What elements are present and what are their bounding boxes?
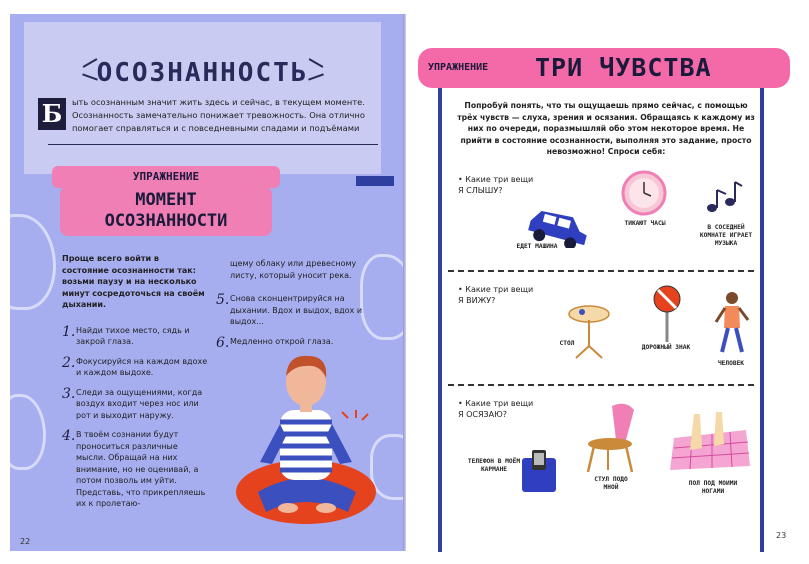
section-divider	[448, 384, 754, 386]
item-label: СТУЛ ПОДО МНОЙ	[594, 476, 628, 491]
question-see	[458, 284, 538, 306]
item-label: ПОЛ ПОД МОИМИ НОГАМИ	[688, 480, 738, 495]
item-label: В СОСЕДНЕЙ КОМНАТЕ ИГРАЕТ МУЗЫКА	[699, 224, 753, 247]
page-number: 22	[20, 537, 31, 546]
intro-text: Попробуй понять, что ты ощущаешь прямо сейчас, с помощью трёх чувств — слуха, зрения и осязания. Обращаясь к каждому из них по очереди, поразмышляй обо этом некоторое время. Не прийти в состояние осознанности, выполняя это задание, просто невозможно! Спроси себя:	[457, 101, 755, 156]
step-text: Снова сконцентрируйся на дыхании. Вдох и выдох, вдох и выдох...	[230, 294, 363, 326]
item-label: СТОЛ	[559, 340, 575, 347]
question-line: • Какие три вещи	[458, 399, 534, 408]
item-label: ЧЕЛОВЕК	[717, 360, 745, 367]
question-line: • Какие три вещи	[458, 175, 534, 184]
frame-border	[438, 86, 442, 552]
lead-text: Проще всего войти в состояние осознанности так: возьми паузу и на несколько минут сосредоточься на своём дыхании.	[62, 254, 205, 309]
step-text: В твоём сознании будут проноситься различные мысли. Обращай на них внимание, но не оценивай, а потом позволь им уйти. Представь, что прикрепляешь их к пролетаю-	[76, 430, 206, 508]
sparkle-icon	[338, 408, 374, 438]
step-number: 3.	[62, 385, 76, 402]
car-icon	[524, 206, 594, 248]
exercise-tag: УПРАЖНЕНИЕ	[52, 166, 280, 188]
step-text: Медленно открой глаза.	[230, 336, 334, 346]
step-number: 5.	[216, 292, 230, 308]
page-title: ТРИ ЧУВСТВА	[535, 53, 712, 82]
exercise-title-line: МОМЕНТ	[135, 190, 197, 210]
step-number: 6.	[216, 334, 230, 351]
music-notes-icon	[702, 176, 748, 216]
question-hear	[458, 174, 538, 196]
exercise-tag: УПРАЖНЕНИЕ	[428, 62, 489, 73]
section-divider	[448, 270, 754, 272]
foot-shape	[278, 503, 298, 513]
steps-column-2	[216, 258, 368, 358]
clock-icon	[621, 170, 667, 216]
exercise-title	[60, 186, 272, 236]
background-doodle	[10, 394, 46, 470]
frame-border	[760, 86, 764, 552]
drop-cap: Б	[38, 98, 66, 130]
continuation-text: щему облаку или древесному листу, который уносит река.	[230, 259, 357, 280]
question-line: Я СЛЫШУ?	[458, 186, 503, 195]
person-icon	[712, 290, 752, 356]
step-text: Найди тихое место, сядь и закрой глаза.	[76, 325, 190, 346]
step-item	[62, 387, 208, 422]
step-text: Следи за ощущениями, когда воздух входит через нос или рот и выходит наружу.	[76, 387, 203, 420]
step-item	[216, 293, 368, 328]
question-line: Я ВИЖУ?	[458, 296, 496, 305]
table-icon	[566, 302, 612, 360]
item-label: ЕДЕТ МАШИНА	[516, 243, 558, 250]
intro-text: ыть осознанным значит жить здесь и сейчас, в текущем моменте. Осознанность замечательно понижает тревожность. Она отлично помогает справляться и с повседневными спадами и подъёмами	[72, 97, 365, 133]
chair-icon	[582, 400, 644, 474]
step-text: Фокусируйся на каждом вдохе и каждом выдохе.	[76, 356, 208, 377]
question-line: • Какие три вещи	[458, 285, 534, 294]
background-doodle	[10, 214, 56, 310]
step-number: 4.	[62, 428, 76, 444]
step-item	[62, 429, 208, 510]
steps-column-1	[62, 253, 208, 518]
divider	[48, 144, 378, 145]
item-label: ТЕЛЕФОН В МОЁМ КАРМАНЕ	[467, 458, 521, 473]
question-touch	[458, 398, 538, 420]
step-number: 2.	[62, 354, 76, 371]
question-line: Я ОСЯЗАЮ?	[458, 410, 508, 419]
accent-band	[356, 176, 394, 186]
floor-rug-icon	[668, 408, 752, 476]
step-item	[216, 336, 368, 350]
item-label: ДОРОЖНЫЙ ЗНАК	[641, 344, 691, 351]
step-item	[62, 325, 208, 348]
foot-shape	[316, 503, 336, 513]
step-number: 1.	[62, 323, 76, 340]
page-title: ОСОЗНАННОСТЬ	[96, 58, 309, 88]
meditating-person-illustration	[228, 352, 388, 527]
road-sign-icon	[650, 284, 684, 344]
page-number: 23	[776, 531, 787, 540]
item-label: ТИКАЮТ ЧАСЫ	[624, 220, 666, 227]
step-item	[62, 356, 208, 379]
exercise-title-line: ОСОЗНАННОСТИ	[104, 211, 228, 231]
